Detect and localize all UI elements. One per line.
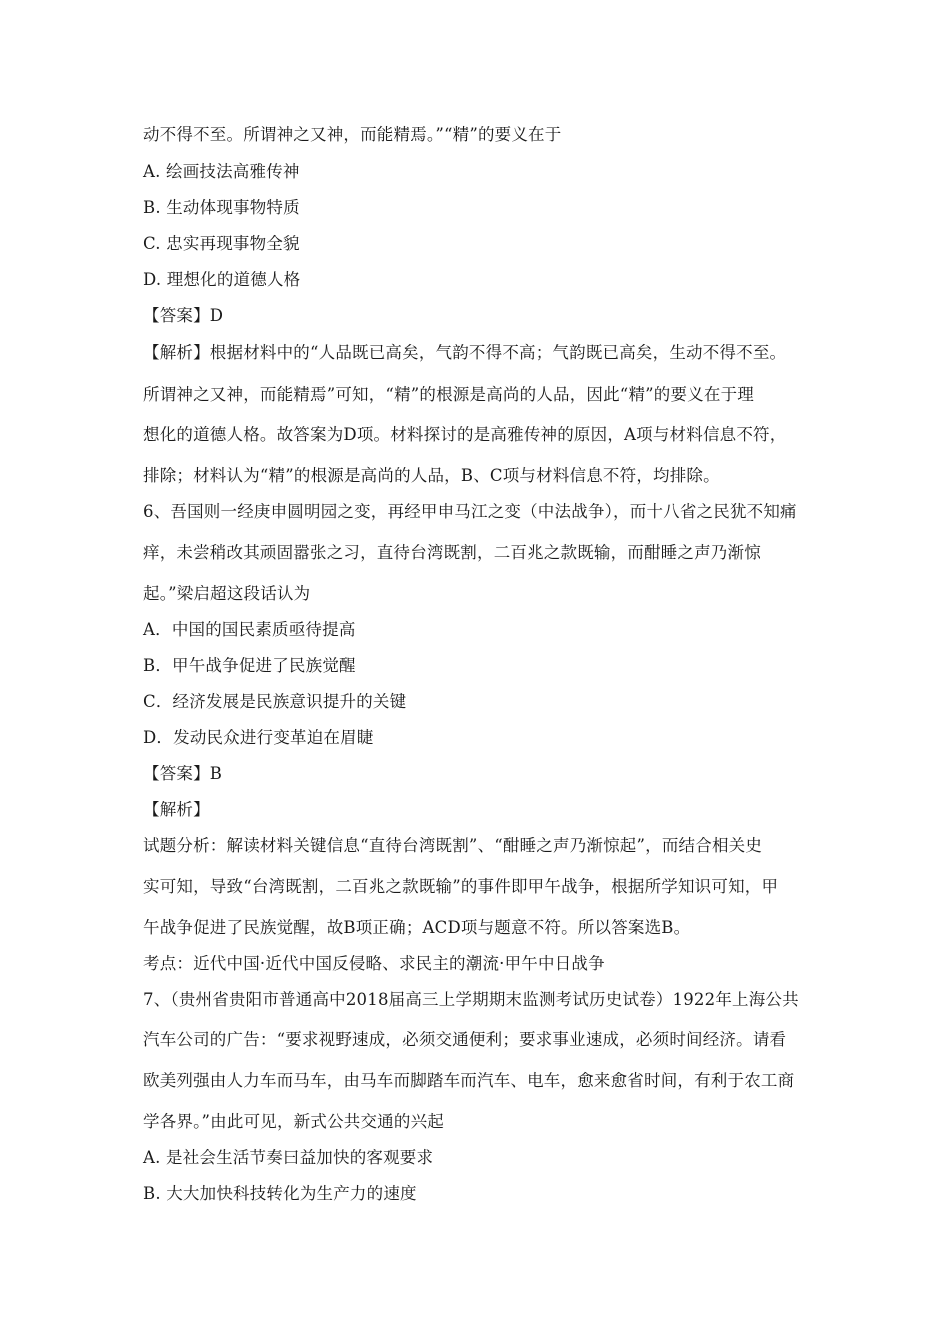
q7-stem-line-1: 7、（贵州省贵阳市普通高中2018届高三上学期期末监测考试历史试卷）1922年上海公共 bbox=[143, 990, 799, 1009]
q7-stem-line-3: 欧美列强由人力车而马车，由马车而脚踏车而汽车、电车，愈来愈省时间，有利于农工商 bbox=[143, 1071, 795, 1090]
q5-stem-end: 动不得不至。所谓神之又神，而能精焉。”“精”的要义在于 bbox=[143, 125, 562, 144]
q6-analysis-line-2: 实可知，导致“台湾既割，二百兆之款既输”的事件即甲午战争，根据所学知识可知，甲 bbox=[143, 877, 779, 896]
q5-option-d: D. 理想化的道德人格 bbox=[143, 270, 301, 289]
q6-stem-line-1: 6、吾国则一经庚申圆明园之变，再经甲申马江之变（中法战争），而十八省之民犹不知痛 bbox=[143, 502, 797, 521]
q5-analysis-line-3: 想化的道德人格。故答案为D项。材料探讨的是高雅传神的原因，A项与材料信息不符， bbox=[143, 425, 787, 444]
q7-option-b: B. 大大加快科技转化为生产力的速度 bbox=[143, 1184, 417, 1203]
q6-analysis-line-3: 午战争促进了民族觉醒，故B项正确；ACD项与题意不符。所以答案选B。 bbox=[143, 918, 691, 937]
q6-stem-line-3: 起。”梁启超这段话认为 bbox=[143, 584, 311, 603]
q6-option-b: B．甲午战争促进了民族觉醒 bbox=[143, 656, 356, 675]
q5-option-c: C. 忠实再现事物全貌 bbox=[143, 234, 300, 253]
q5-option-a: A. 绘画技法高雅传神 bbox=[143, 162, 300, 181]
q6-option-c: C．经济发展是民族意识提升的关键 bbox=[143, 692, 407, 711]
q6-analysis-label: 【解析】 bbox=[143, 800, 210, 819]
q6-analysis-line-1: 试题分析：解读材料关键信息“直待台湾既割”、“酣睡之声乃渐惊起”，而结合相关史 bbox=[143, 836, 763, 855]
q5-analysis-line-1: 【解析】根据材料中的“人品既已高矣，气韵不得不高；气韵既已高矣，生动不得不至。 bbox=[143, 343, 787, 362]
q5-answer: 【答案】D bbox=[143, 306, 224, 325]
q6-option-d: D．发动民众进行变革迫在眉睫 bbox=[143, 728, 374, 747]
q5-analysis-line-2: 所谓神之又神，而能精焉”可知，“精”的根源是高尚的人品，因此“精”的要义在于理 bbox=[143, 385, 754, 404]
q6-topic: 考点：近代中国·近代中国反侵略、求民主的潮流·甲午中日战争 bbox=[143, 954, 605, 973]
q6-option-a: A．中国的国民素质亟待提高 bbox=[143, 620, 356, 639]
q6-answer: 【答案】B bbox=[143, 764, 223, 783]
q5-option-b: B. 生动体现事物特质 bbox=[143, 198, 300, 217]
q7-stem-line-2: 汽车公司的广告：“要求视野速成，必须交通便利；要求事业速成，必须时间经济。请看 bbox=[143, 1030, 787, 1049]
q7-stem-line-4: 学各界。”由此可见，新式公共交通的兴起 bbox=[143, 1112, 444, 1131]
q7-option-a: A. 是社会生活节奏曰益加快的客观要求 bbox=[143, 1148, 434, 1167]
q6-stem-line-2: 痒，未尝稍改其顽固嚣张之习，直待台湾既割，二百兆之款既输，而酣睡之声乃渐惊 bbox=[143, 543, 761, 562]
q5-analysis-line-4: 排除；材料认为“精”的根源是高尚的人品，B、C项与材料信息不符，均排除。 bbox=[143, 466, 720, 485]
